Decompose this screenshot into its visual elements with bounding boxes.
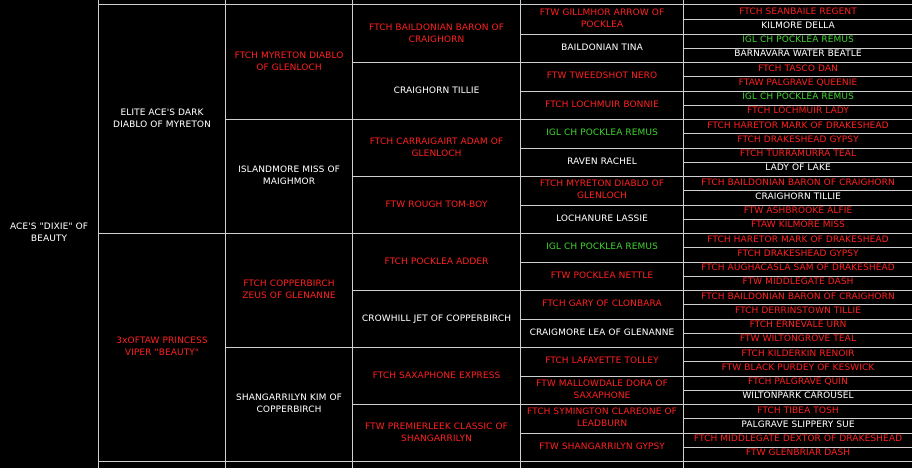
row-divider	[99, 461, 225, 462]
gen5-dog-name: FTCH TURRAMURRA TEAL	[739, 149, 857, 160]
gen3-dog-name: FTW ROUGH TOM-BOY	[385, 199, 488, 210]
gen3-dog-name: FTCH POCKLEA ADDER	[384, 256, 489, 267]
gen2-dog-name: FTCH COPPERBIRCH ZEUS OF GLENANNE	[242, 279, 336, 301]
gen5-dog-name: FTW GLENBRIAR DASH	[745, 448, 851, 459]
column-divider	[352, 0, 353, 468]
gen5-dog-name: FTCH TIBEA TOSH	[757, 405, 839, 416]
gen5-dog-name: FTCH DRAKESHEAD GYPSY	[737, 134, 859, 145]
row-divider	[684, 461, 912, 462]
row-divider	[99, 4, 225, 5]
gen5-dog-name: FTCH PALGRAVE QUIN	[748, 377, 848, 388]
gen4-dog-name: FTCH SYMINGTON CLAREONE OF LEADBURN	[527, 407, 677, 430]
gen5-dog-name: IGL CH POCKLEA REMUS	[742, 92, 854, 103]
gen2-dog-name: ISLANDMORE MISS OF MAIGHMOR	[238, 165, 340, 187]
gen2-dog-name: SHANGARRILYN KIM OF COPPERBIRCH	[236, 393, 342, 415]
gen3-dog-name: CRAIGHORN TILLIE	[393, 85, 480, 96]
gen5-dog-name: FTAW KILMORE MISS	[750, 220, 845, 231]
gen4-dog-name: FTCH LOCHMUIR BONNIE	[545, 99, 659, 110]
gen5-dog-name: FTCH DRAKESHEAD GYPSY	[737, 248, 859, 259]
gen4-dog-name: IGL CH POCKLEA REMUS	[546, 128, 658, 139]
column-divider	[225, 0, 226, 468]
gen5-dog-name: FTCH LOCHMUIR LADY	[747, 106, 849, 117]
gen5-dog-name: FTW WILTONGROVE TEAL	[739, 334, 857, 345]
gen1-dog-name: ELITE ACE'S DARK DIABLO OF MYRETON	[113, 108, 211, 130]
gen5-dog-name: PALGRAVE SLIPPERY SUE	[741, 419, 855, 430]
gen4-dog-name: FTCH MYRETON DIABLO OF GLENLOCH	[539, 179, 665, 202]
gen5-dog-name: FTW MIDDLEGATE DASH	[742, 277, 854, 288]
gen3-dog-name: FTCH SAXAPHONE EXPRESS	[372, 370, 501, 381]
gen5-dog-name: FTW BLACK PURDEY OF KESWICK	[721, 362, 875, 373]
gen4-dog-name: FTCH LAFAYETTE TOLLEY	[545, 356, 659, 367]
gen5-dog-name: FTCH HARETOR MARK OF DRAKESHEAD	[707, 234, 889, 245]
subject-dog-name: ACE'S "DIXIE" OF BEAUTY	[9, 222, 89, 244]
gen3-dog-name: FTW PREMIERLEEK CLASSIC OF SHANGARRILYN	[365, 421, 508, 444]
gen3-dog-name: CROWHILL JET OF COPPERBIRCH	[361, 313, 512, 324]
column-divider	[683, 0, 684, 468]
gen5-dog-name: WILTONPARK CAROUSEL	[742, 391, 854, 402]
gen5-dog-name: FTCH MIDDLEGATE DEXTOR OF DRAKESHEAD	[693, 434, 903, 445]
gen4-dog-name: BAILDONIAN TINA	[561, 42, 643, 53]
gen3-dog-name: FTCH BAILDONIAN BARON OF CRAIGHORN	[369, 22, 504, 45]
gen4-dog-name: FTW TWEEDSHOT NERO	[546, 71, 658, 82]
row-divider	[353, 461, 520, 462]
gen5-dog-name: FTCH TASCO DAN	[758, 63, 838, 74]
gen5-dog-name: LADY OF LAKE	[765, 163, 831, 174]
row-divider	[226, 461, 352, 462]
gen5-dog-name: FTCH AUGHACASLA SAM OF DRAKESHEAD	[701, 263, 895, 274]
gen2-dog-name: FTCH MYRETON DIABLO OF GLENLOCH	[234, 51, 344, 73]
gen4-dog-name: FTW POCKLEA NETTLE	[550, 270, 654, 281]
gen4-dog-name: RAVEN RACHEL	[567, 156, 637, 167]
gen1-dog-name: 3xOFTAW PRINCESS VIPER "BEAUTY"	[116, 336, 208, 358]
gen5-dog-name: FTCH HARETOR MARK OF DRAKESHEAD	[707, 120, 889, 131]
row-divider	[521, 4, 683, 5]
gen4-dog-name: FTCH GARY OF CLONBARA	[542, 299, 662, 310]
gen5-dog-name: FTCH BAILDONIAN BARON OF CRAIGHORN	[701, 291, 895, 302]
gen5-dog-name: CRAIGHORN TILLIE	[755, 191, 841, 202]
gen5-dog-name: IGL CH POCKLEA REMUS	[742, 35, 854, 46]
row-divider	[226, 4, 352, 5]
gen5-dog-name: FTCH SEANBAILE REGENT	[739, 6, 857, 17]
column-divider	[520, 0, 521, 468]
gen5-dog-name: FTW ASHBROOKE ALFIE	[743, 206, 853, 217]
row-divider	[353, 4, 520, 5]
gen5-dog-name: KILMORE DELLA	[761, 20, 835, 31]
row-divider	[684, 4, 912, 5]
column-divider	[98, 0, 99, 468]
gen4-dog-name: IGL CH POCKLEA REMUS	[546, 242, 658, 253]
gen5-dog-name: BARNAVARA WATER BEATLE	[734, 49, 862, 60]
gen5-dog-name: FTCH DERRINSTOWN TILLIE	[734, 305, 862, 316]
gen5-dog-name: FTCH BAILDONIAN BARON OF CRAIGHORN	[701, 177, 895, 188]
gen5-dog-name: FTCH ERNEVALE URN	[749, 320, 847, 331]
gen5-dog-name: FTAW PALGRAVE QUEENIE	[738, 77, 858, 88]
gen4-dog-name: FTW MALLOWDALE DORA OF SAXAPHONE	[536, 378, 668, 401]
gen4-dog-name: FTW SHANGARRILYN GYPSY	[539, 441, 665, 452]
gen4-dog-name: FTW GILLMHOR ARROW OF POCKLEA	[539, 8, 665, 31]
gen4-dog-name: LOCHANURE LASSIE	[556, 213, 648, 224]
gen3-dog-name: FTCH CARRAIGAIRT ADAM OF GLENLOCH	[369, 136, 504, 159]
row-divider	[521, 461, 683, 462]
gen4-dog-name: CRAIGMORE LEA OF GLENANNE	[529, 327, 675, 338]
gen5-dog-name: FTCH KILDERKIN RENOIR	[741, 348, 855, 359]
